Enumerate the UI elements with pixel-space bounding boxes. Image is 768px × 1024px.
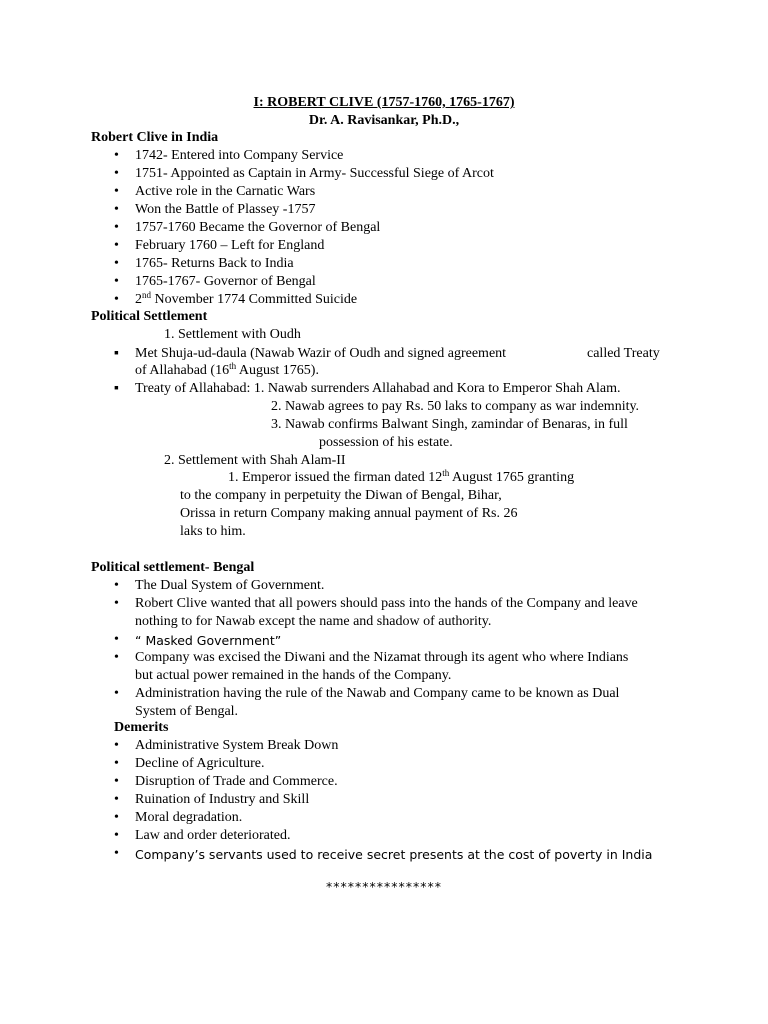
firman-text: to the company in perpetuity the Diwan of Bengal, Bihar, [180,488,502,503]
end-of-document-separator: **************** [326,879,442,894]
bullet-icon: • [114,810,119,825]
list-item-text: Met Shuja-ud-daula (Nawab Wazir of Oudh and signed agreement [135,346,507,361]
list-item-text: Ruination of Industry and Skill [135,792,310,807]
bullet-icon: • [114,220,119,235]
list-item-text: Active role in the Carnatic Wars [135,184,316,199]
list-item-text: Company’s servants used to receive secret presents at the cost of poverty in India [135,847,653,862]
bullet-icon: • [114,184,119,199]
list-item-text: Disruption of Trade and Commerce. [135,774,338,789]
list-item-text: 1765-1767- Governor of Bengal [135,274,316,289]
bullet-icon: • [114,650,119,665]
list-item-text: The Dual System of Government. [135,578,325,593]
bullet-icon: • [114,578,119,593]
list-item-text: “ Masked Government” [135,633,282,648]
bullet-icon: • [114,738,119,753]
section-heading-clive-in-india: Robert Clive in India [91,130,219,145]
list-item-text: Treaty of Allahabad: 1. Nawab surrenders Allahabad and Kora to Emperor Shah Alam. [135,381,621,396]
bullet-icon: • [114,632,119,647]
list-item-text: 1757-1760 Became the Governor of Bengal [135,220,381,235]
bullet-icon: • [114,828,119,843]
bullet-icon: • [114,256,119,271]
document-author: Dr. A. Ravisankar, Ph.D., [308,113,460,128]
bullet-icon: • [114,274,119,289]
bullet-icon: • [114,292,119,307]
list-item-text: Administration having the rule of the Nawab and Company came to be known as Dual [135,686,620,701]
bullet-icon: • [114,238,119,253]
list-item-text: Administrative System Break Down [135,738,339,753]
list-item-text: Company was excised the Diwani and the Nizamat through its agent who where Indians [135,650,629,665]
list-item-text: 2nd November 1774 Committed Suicide [135,290,358,307]
list-item-continuation: nothing to for Nawab except the name and shadow of authority. [135,614,492,629]
firman-text: 1. Emperor issued the firman dated 12th August 1765 granting [228,468,575,485]
list-item-text: called Treaty [587,346,660,361]
list-item-text: Moral degradation. [135,810,243,825]
list-item-continuation: but actual power remained in the hands of the Company. [135,668,452,683]
list-item-continuation: System of Bengal. [135,704,239,719]
bullet-icon: • [114,792,119,807]
treaty-clause: 2. Nawab agrees to pay Rs. 50 laks to company as war indemnity. [271,399,640,414]
bullet-icon: • [114,166,119,181]
section-heading-political-settlement-bengal: Political settlement- Bengal [91,560,255,575]
treaty-clause: 3. Nawab confirms Balwant Singh, zamindar of Benaras, in full [271,417,628,432]
list-item-text: 1751- Appointed as Captain in Army- Successful Siege of Arcot [135,166,494,181]
section-heading-political-settlement: Political Settlement [91,309,208,324]
subheading-oudh: 1. Settlement with Oudh [164,327,301,342]
bullet-icon: • [114,596,119,611]
list-item-text: Decline of Agriculture. [135,756,265,771]
treaty-clause-continuation: possession of his estate. [319,435,453,450]
list-item-text: 1765- Returns Back to India [135,256,294,271]
document-title: I: ROBERT CLIVE (1757-1760, 1765-1767) [253,95,515,110]
list-item-text: Law and order deteriorated. [135,828,291,843]
list-item-continuation: of Allahabad (16th August 1765). [135,361,319,378]
bullet-icon: • [114,686,119,701]
list-item-text: Won the Battle of Plassey -1757 [135,202,316,217]
bullet-icon: • [114,202,119,217]
bullet-icon: • [114,756,119,771]
bullet-icon: • [114,846,119,861]
firman-text: Orissa in return Company making annual payment of Rs. 26 [180,506,518,521]
square-bullet-icon: ▪ [114,346,119,361]
section-heading-demerits: Demerits [114,720,169,735]
subheading-shah-alam: 2. Settlement with Shah Alam-II [164,453,346,468]
square-bullet-icon: ▪ [114,381,119,396]
bullet-icon: • [114,148,119,163]
list-item-text: Robert Clive wanted that all powers should pass into the hands of the Company and leave [135,596,638,611]
list-item-text: February 1760 – Left for England [135,238,325,253]
bullet-icon: • [114,774,119,789]
list-item-text: 1742- Entered into Company Service [135,148,344,163]
firman-text: laks to him. [180,524,246,539]
